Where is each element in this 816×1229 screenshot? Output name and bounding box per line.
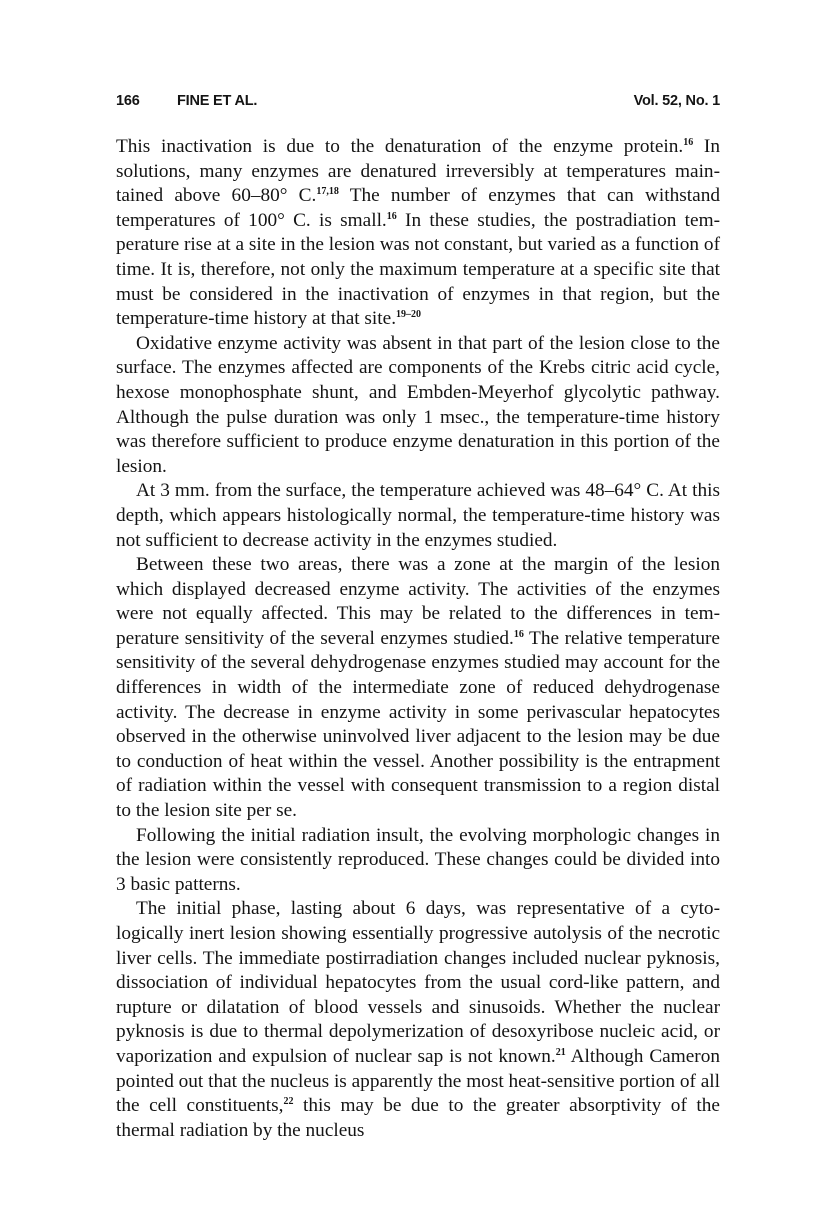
reference-superscript: 21	[555, 1046, 566, 1058]
text-run: The relative temperature sensitivity of the several dehydrogenase enzymes studied may account for the differences in width of the intermediate zone of reduced dehydrogenase activity. The decrease in enzyme activity in some perivascular hepatocytes observed in the otherwise uninvolved liver adjacent to the lesion may be due to conduction of heat within the vessel. Another possibility is the entrapment of radiation within the vessel with consequent transmission to a region distal to the lesion site per se.	[116, 627, 720, 822]
text-run: Following the initial radiation insult, the evolving morphologic changes in the lesion were consistently reproduced. These changes could be divided into 3 basic patterns.	[116, 824, 720, 895]
reference-superscript: 17,18	[316, 186, 339, 198]
paragraph	[116, 135, 720, 332]
text-run: This inactivation is due to the denaturation of the enzyme protein.	[116, 136, 684, 157]
paragraph	[116, 897, 720, 1143]
text-run: Oxidative enzyme activity was absent in that part of the lesion close to the surface. The enzymes affected are components of the Krebs citric acid cycle, hexose monophosphate shunt, and Embden-Meyerhof glycolytic pathway. Although the pulse duration was only 1 msec., the temperature-time history was therefore sufficient to produce enzyme denaturation in this portion of the lesion.	[116, 332, 720, 477]
text-run: The number of enzymes that can withstand temperatures of 100° C. is small.	[116, 185, 720, 231]
text-run: In solutions, many enzymes are denatured irreversibly at temperatures maintained above 60–80° C.	[116, 136, 720, 207]
paragraph	[116, 553, 720, 824]
reference-superscript: 22	[283, 1096, 294, 1108]
paragraph	[116, 479, 720, 553]
article-body	[116, 135, 720, 1143]
text-run: this may be due to the greater absorptivity of the thermal radiation by the nucleus	[116, 1095, 720, 1141]
journal-page	[116, 93, 720, 1143]
paragraph	[116, 332, 720, 480]
reference-superscript: 16	[683, 137, 694, 148]
reference-superscript: 16	[513, 628, 524, 640]
reference-superscript: 16	[386, 210, 397, 222]
page-number: 166	[116, 93, 140, 109]
reference-superscript: 19–20	[396, 309, 422, 321]
text-run: Between these two areas, there was a zone at the margin of the lesion which displayed decreased enzyme activity. The activities of the enzymes were not equally affected. This may be related to the differences in temperature sensitivity of the several enzymes studied.	[116, 554, 720, 649]
text-run: The initial phase, lasting about 6 days, was representative of a cytologically inert lesion showing essentially progressive autolysis of the necrotic liver cells. The immediate postirradiation changes included nuclear pyknosis, dissociation of individual hepatocytes from the usual cord-like pattern, and rupture or dilatation of blood vessels and sinusoids. Whether the nuclear pyknosis is due to thermal depolymerization of desoxyribose nucleic acid, or vaporization and expulsion of nuclear sap is not known.	[116, 898, 720, 1067]
running-head-authors: FINE ET AL.	[177, 93, 258, 109]
paragraph	[116, 824, 720, 898]
text-run: In these studies, the postradiation temperature rise at a site in the lesion was not constant, but varied as a function of time. It is, therefore, not only the maximum temperature at a specific site that must be considered in the inactivation of enzymes in that region, but the temperature-time history at that site.	[116, 209, 721, 330]
text-run: At 3 mm. from the surface, the temperature achieved was 48–64° C. At this depth, which appears histologically normal, the temperature-time history was not sufficient to decrease activity in the enzymes studied.	[116, 480, 720, 551]
running-head	[116, 93, 720, 115]
text-run: Although Cameron pointed out that the nucleus is apparently the most heat-sensitive portion of all the cell constituents,	[116, 1045, 721, 1117]
running-head-volume: Vol. 52, No. 1	[633, 93, 720, 109]
